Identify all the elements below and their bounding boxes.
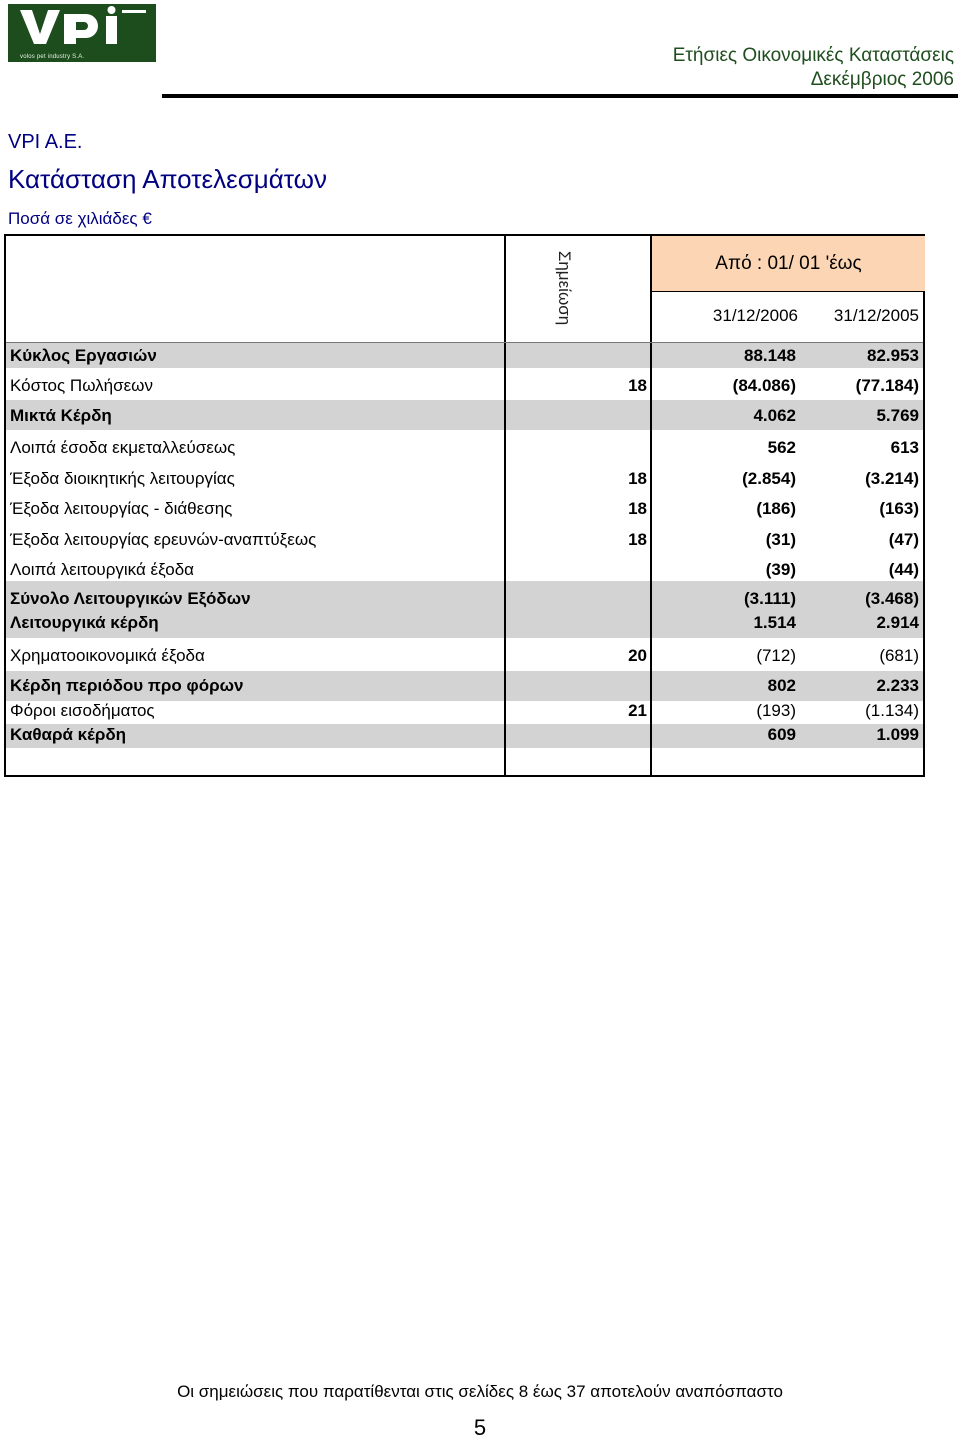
row-value-2006: (186) [756,499,796,518]
document-period: Δεκέμβριος 2006 [810,69,954,90]
row-label: Έξοδα διοικητικής λειτουργίας [10,469,235,488]
header-divider [162,94,958,98]
row-value-2006: 88.148 [744,346,796,365]
row-label: Κόστος Πωλήσεων [10,376,153,395]
row-value-2005: (3.214) [865,469,919,488]
column-divider [650,236,652,775]
table-row [6,644,923,670]
row-label: Κύκλος Εργασιών [10,346,157,365]
row-value-2005: 2.233 [876,676,919,695]
row-value-2006: 4.062 [753,406,796,425]
row-value-2005: 2.914 [876,613,919,632]
table-row [6,526,923,552]
row-label: Φόροι εισοδήματος [10,701,155,720]
row-value-2006: 802 [767,676,796,695]
company-logo [8,4,156,62]
logo-subtitle: volos pet industry S.A. [20,54,85,60]
header-bottom-line [6,342,923,343]
row-note: 18 [628,469,647,488]
row-value-2005: (44) [888,560,919,579]
row-value-2006: (39) [765,560,796,579]
row-label: Μικτά Κέρδη [10,406,112,425]
col-header-2006: 31/12/2006 [712,306,798,325]
row-value-2006: (3.111) [744,589,796,608]
table-row [6,556,923,582]
row-note: 21 [628,701,647,720]
row-value-2005: (163) [879,499,919,518]
period-header-divider [652,291,925,292]
row-label: Χρηματοοικονομικά έξοδα [10,646,205,665]
row-label: Λοιπά λειτουργικά έξοδα [10,560,194,579]
row-value-2006: (2.854) [742,469,796,488]
row-value-2005: 613 [890,438,919,457]
row-label: Λοιπά έσοδα εκμεταλλεύσεως [10,438,236,457]
row-value-2005: 5.769 [876,406,919,425]
row-label: Σύνολο Λειτουργικών Εξόδων [10,589,251,608]
table-row [6,434,923,460]
row-value-2006: 1.514 [753,613,796,632]
table-row [6,400,923,430]
row-note: 18 [628,376,647,395]
row-value-2005: 1.099 [876,725,919,744]
period-header: Από : 01/ 01 'έως [715,252,862,274]
table-row-group-totals [6,581,923,638]
table-row [6,465,923,491]
statement-title: Κατάσταση Αποτελεσμάτων [8,164,327,194]
row-value-2006: (31) [765,530,796,549]
income-statement-table [4,234,925,777]
company-name: VPI A.E. [8,131,83,153]
column-divider [504,236,506,775]
logo-letters-graphic [18,6,148,46]
row-value-2005: (47) [888,530,919,549]
row-label: Καθαρά κέρδη [10,725,127,744]
row-value-2006: (84.086) [732,376,796,395]
table-row [6,372,923,398]
row-label: Κέρδη περιόδου προ φόρων [10,676,244,695]
row-label: Έξοδα λειτουργίας - διάθεσης [10,499,233,518]
footer-note: Οι σημειώσεις που παρατίθενται στις σελίδες 8 έως 37 αποτελούν αναπόσπαστο [177,1382,783,1401]
table-row [6,342,923,368]
table-row [6,724,923,748]
document-title: Ετήσιες Οικονομικές Καταστάσεις [672,45,954,66]
note-column-header [504,236,650,342]
row-note: 18 [628,530,647,549]
col-header-2005: 31/12/2005 [833,306,919,325]
row-value-2006: (712) [756,646,796,665]
table-row [6,701,923,723]
amounts-unit-note: Ποσά σε χιλιάδες € [8,209,152,228]
row-value-2005: (681) [879,646,919,665]
row-value-2005: 82.953 [867,346,919,365]
row-note: 18 [628,499,647,518]
row-value-2005: (3.468) [865,589,919,608]
row-value-2005: (77.184) [855,376,919,395]
row-note: 20 [628,646,647,665]
row-label: Έξοδα λειτουργίας ερευνών-αναπτύξεως [10,530,317,549]
table-row [6,671,923,701]
row-value-2005: (1.134) [865,701,919,720]
row-label: Λειτουργικά κέρδη [10,613,159,632]
row-value-2006: 562 [767,438,796,457]
note-header-text: Σημείωση [555,250,574,326]
table-row [6,495,923,521]
row-value-2006: 609 [767,725,796,744]
page-number: 5 [473,1415,487,1440]
document-header [673,44,954,92]
row-value-2006: (193) [756,701,796,720]
